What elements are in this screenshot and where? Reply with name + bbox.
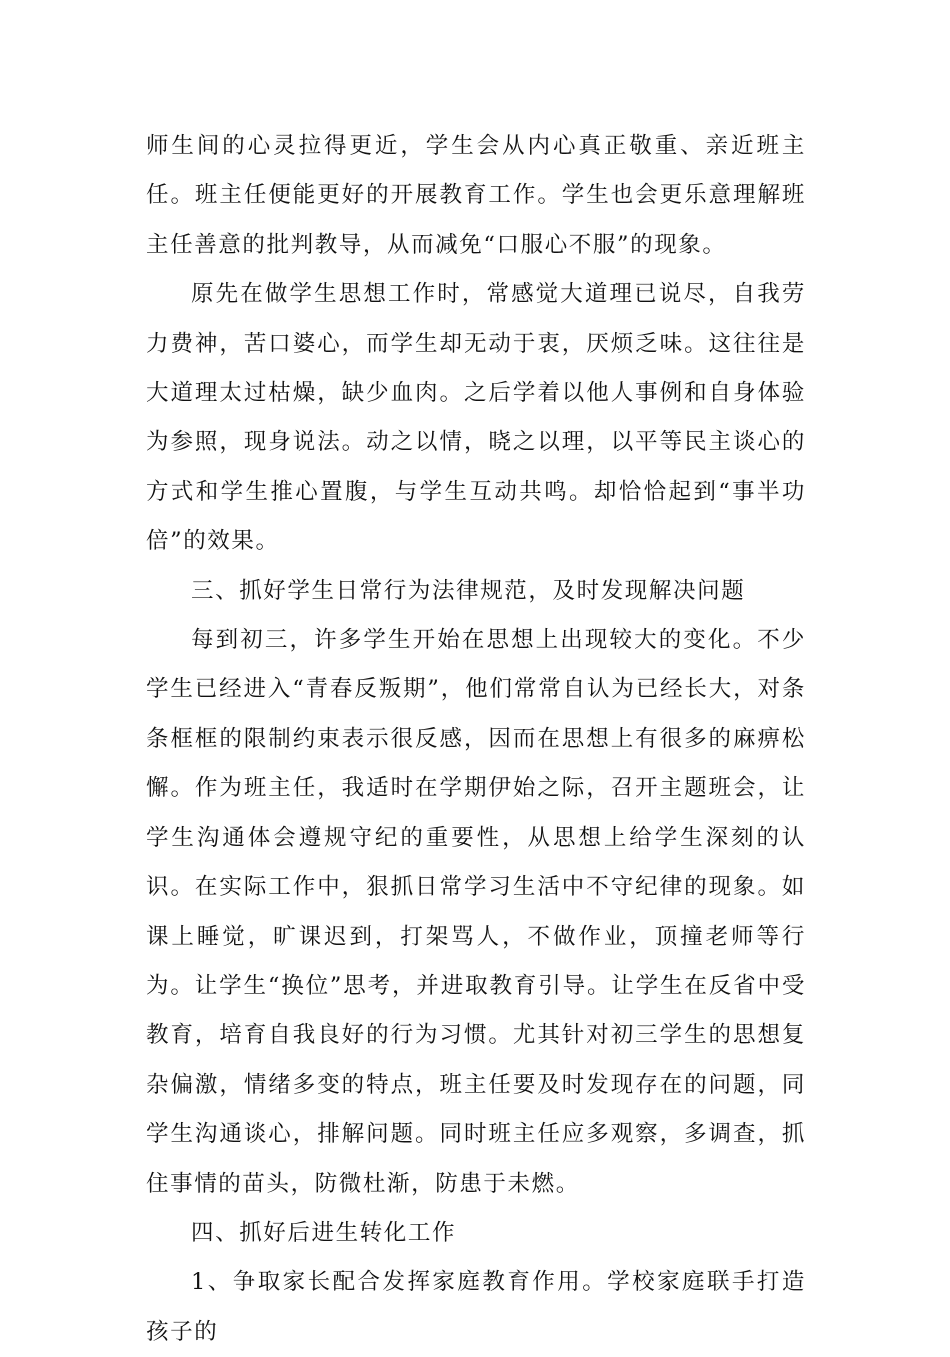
paragraph-3: 每到初三，许多学生开始在思想上出现较大的变化。不少学生已经进入“青春反叛期”，他们常常自认为已经长大，对条条框框的限制约束表示很反感，因而在思想上有很多的麻痹松懈。作为班主任，我适时在学期伊始之际，召开主题班会，让学生沟通体会遵规守纪的重要性，从思想上给学生深刻的认识。在实际工作中，狠抓日常学习生活中不守纪律的现象。如课上睡觉，旷课迟到，打架骂人，不做作业，顶撞老师等行为。让学生“换位”思考，并进取教育引导。让学生在反省中受教育，培育自我良好的行为习惯。尤其针对初三学生的思想复杂偏激，情绪多变的特点，班主任要及时发现存在的问题，同学生沟通谈心，排解问题。同时班主任应多观察，多调查，抓住事情的苗头，防微杜渐，防患于未燃。 [146,627,806,1197]
paragraph-2: 原先在做学生思想工作时，常感觉大道理已说尽，自我劳力费神，苦口婆心，而学生却无动于衷，厌烦乏味。这往往是大道理太过枯燥，缺少血肉。之后学着以他人事例和自身体验为参照，现身说法。动之以情，晓之以理，以平等民主谈心的方式和学生推心置腹，与学生互动共鸣。却恰恰起到“事半功倍”的效果。 [146,281,806,555]
section-heading-4: 四、抓好后进生转化工作 [191,1219,457,1246]
paragraph-1: 师生间的心灵拉得更近，学生会从内心真正敬重、亲近班主任。班主任便能更好的开展教育工作。学生也会更乐意理解班主任善意的批判教导，从而减免“口服心不服”的现象。 [146,133,806,258]
section-heading-3: 三、抓好学生日常行为法律规范，及时发现解决问题 [191,577,746,604]
document-body [146,122,806,1357]
paragraph-4: 1、争取家长配合发挥家庭教育作用。学校家庭联手打造孩子的 [146,1269,806,1345]
